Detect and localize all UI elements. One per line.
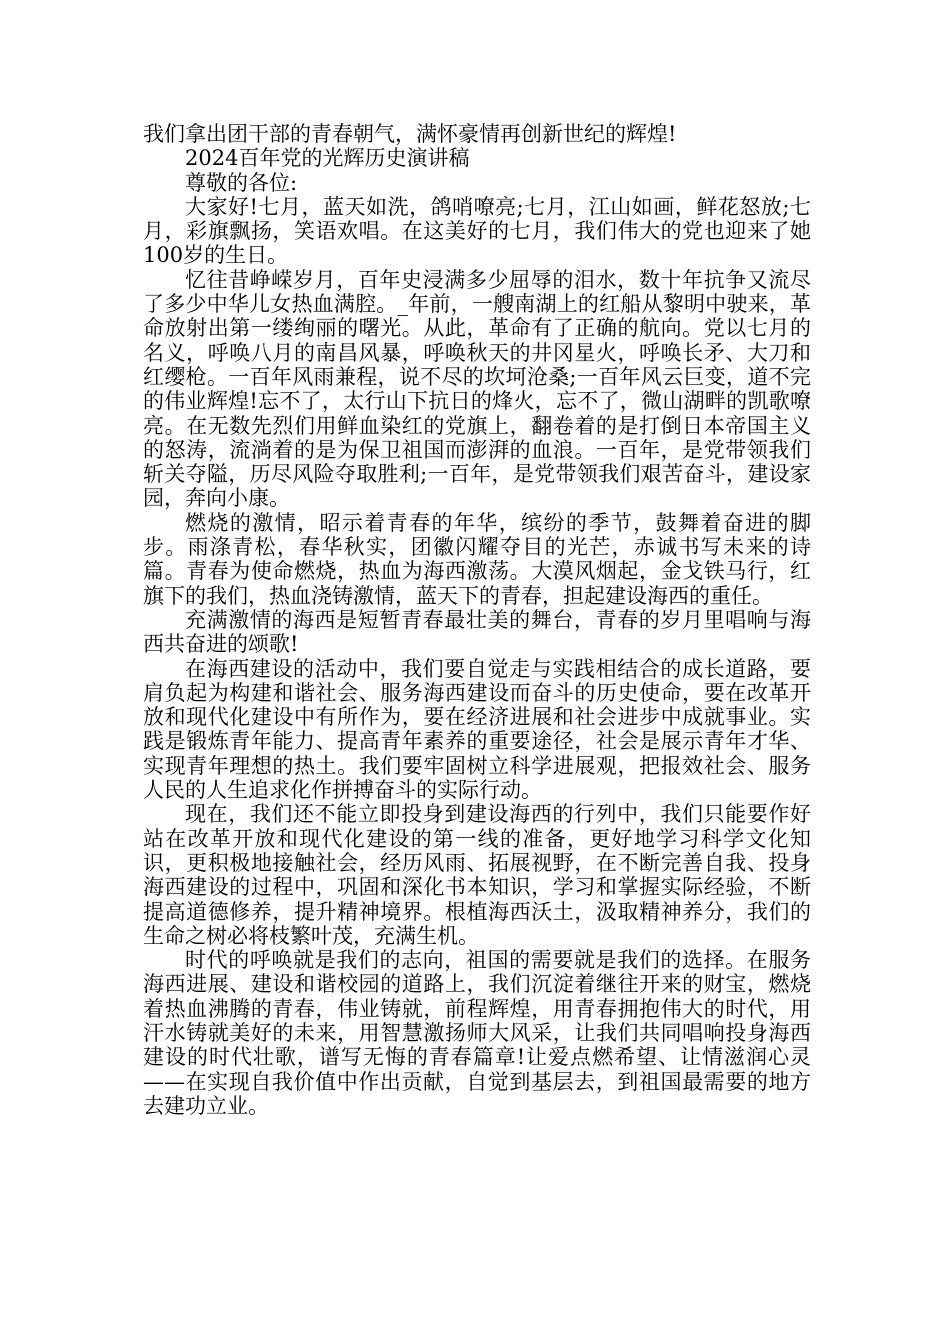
paragraph: 忆往昔峥嵘岁月，百年史浸满多少屈辱的泪水，数十年抗争又流尽了多少中华儿女热血满腔。_年前，一艘南湖上的红船从黎明中驶来，革命放射出第一缕绚丽的曙光。从此，革命有了正确的航向。党以七月的名义，呼唤八月的南昌风暴，呼唤秋天的井冈星火，呼唤长矛、大刀和红缨枪。一百年风雨兼程，说不尽的坎坷沧桑;一百年风云巨变，道不完的伟业辉煌!忘不了，太行山下抗日的烽火，忘不了，微山湖畔的凯歌嘹亮。在无数先烈们用鲜血染红的党旗上，翻卷着的是打倒日本帝国主义的怒涛，流淌着的是为保卫祖国而澎湃的血浪。一百年，是党带领我们斩关夺隘，历尽风险夺取胜利;一百年，是党带领我们艰苦奋斗，建设家园，奔向小康。 [143,267,811,511]
paragraph: 在海西建设的活动中，我们要自觉走与实践相结合的成长道路，要肩负起为构建和谐社会、服务海西建设而奋斗的历史使命，要在改革开放和现代化建设中有所作为，要在经济进展和社会进步中成就事业。实践是锻炼青年能力、提高青年素养的重要途径，社会是展示青年才华、实现青年理想的热土。我们要牢固树立科学进展观，把报效社会、服务人民的人生追求化作拼搏奋斗的实际行动。 [143,656,811,803]
paragraph: 大家好!七月，蓝天如洗，鸽哨嘹亮;七月，江山如画，鲜花怒放;七月，彩旗飘扬，笑语欢唱。在这美好的七月，我们伟大的党也迎来了她100岁的生日。 [143,194,811,268]
paragraph: 燃烧的激情，昭示着青春的年华，缤纷的季节，鼓舞着奋进的脚步。雨涤青松，春华秋实，团徽闪耀夺目的光芒，赤诚书写未来的诗篇。青春为使命燃烧，热血为海西激荡。大漠风烟起，金戈铁马行，红旗下的我们，热血浇铸激情，蓝天下的青春，担起建设海西的重任。 [143,510,811,608]
paragraph-continuation: 我们拿出团干部的青春朝气，满怀豪情再创新世纪的辉煌! [143,122,677,146]
paragraph: 时代的呼唤就是我们的志向，祖国的需要就是我们的选择。在服务海西进展、建设和谐校园的道路上，我们沉淀着继往开来的财宝，燃烧着热血沸腾的青春，伟业铸就，前程辉煌，用青春拥抱伟大的时代，用汗水铸就美好的未来，用智慧激扬师大风采，让我们共同唱响投身海西建设的时代壮歌，谱写无悔的青春篇章!让爱点燃希望、让情滋润心灵——在实现自我价值中作出贡献，自觉到基层去，到祖国最需要的地方去建功立业。 [143,948,811,1118]
salutation: 尊敬的各位: [185,170,298,195]
paragraph: 现在，我们还不能立即投身到建设海西的行列中，我们只能要作好站在改革开放和现代化建设的第一线的准备，更好地学习科学文化知识，更积极地接触社会，经历风雨、拓展视野，在不断完善自我、投身海西建设的过程中，巩固和深化书本知识，学习和掌握实际经验，不断提高道德修养，提升精神境界。根植海西沃土，汲取精神养分，我们的生命之树必将枝繁叶茂，充满生机。 [143,802,811,948]
document-body [143,122,811,1118]
document-title: 2024百年党的光辉历史演讲稿 [185,146,470,171]
paragraph: 充满激情的海西是短暂青春最壮美的舞台，青春的岁月里唱响与海西共奋进的颂歌! [143,607,811,657]
